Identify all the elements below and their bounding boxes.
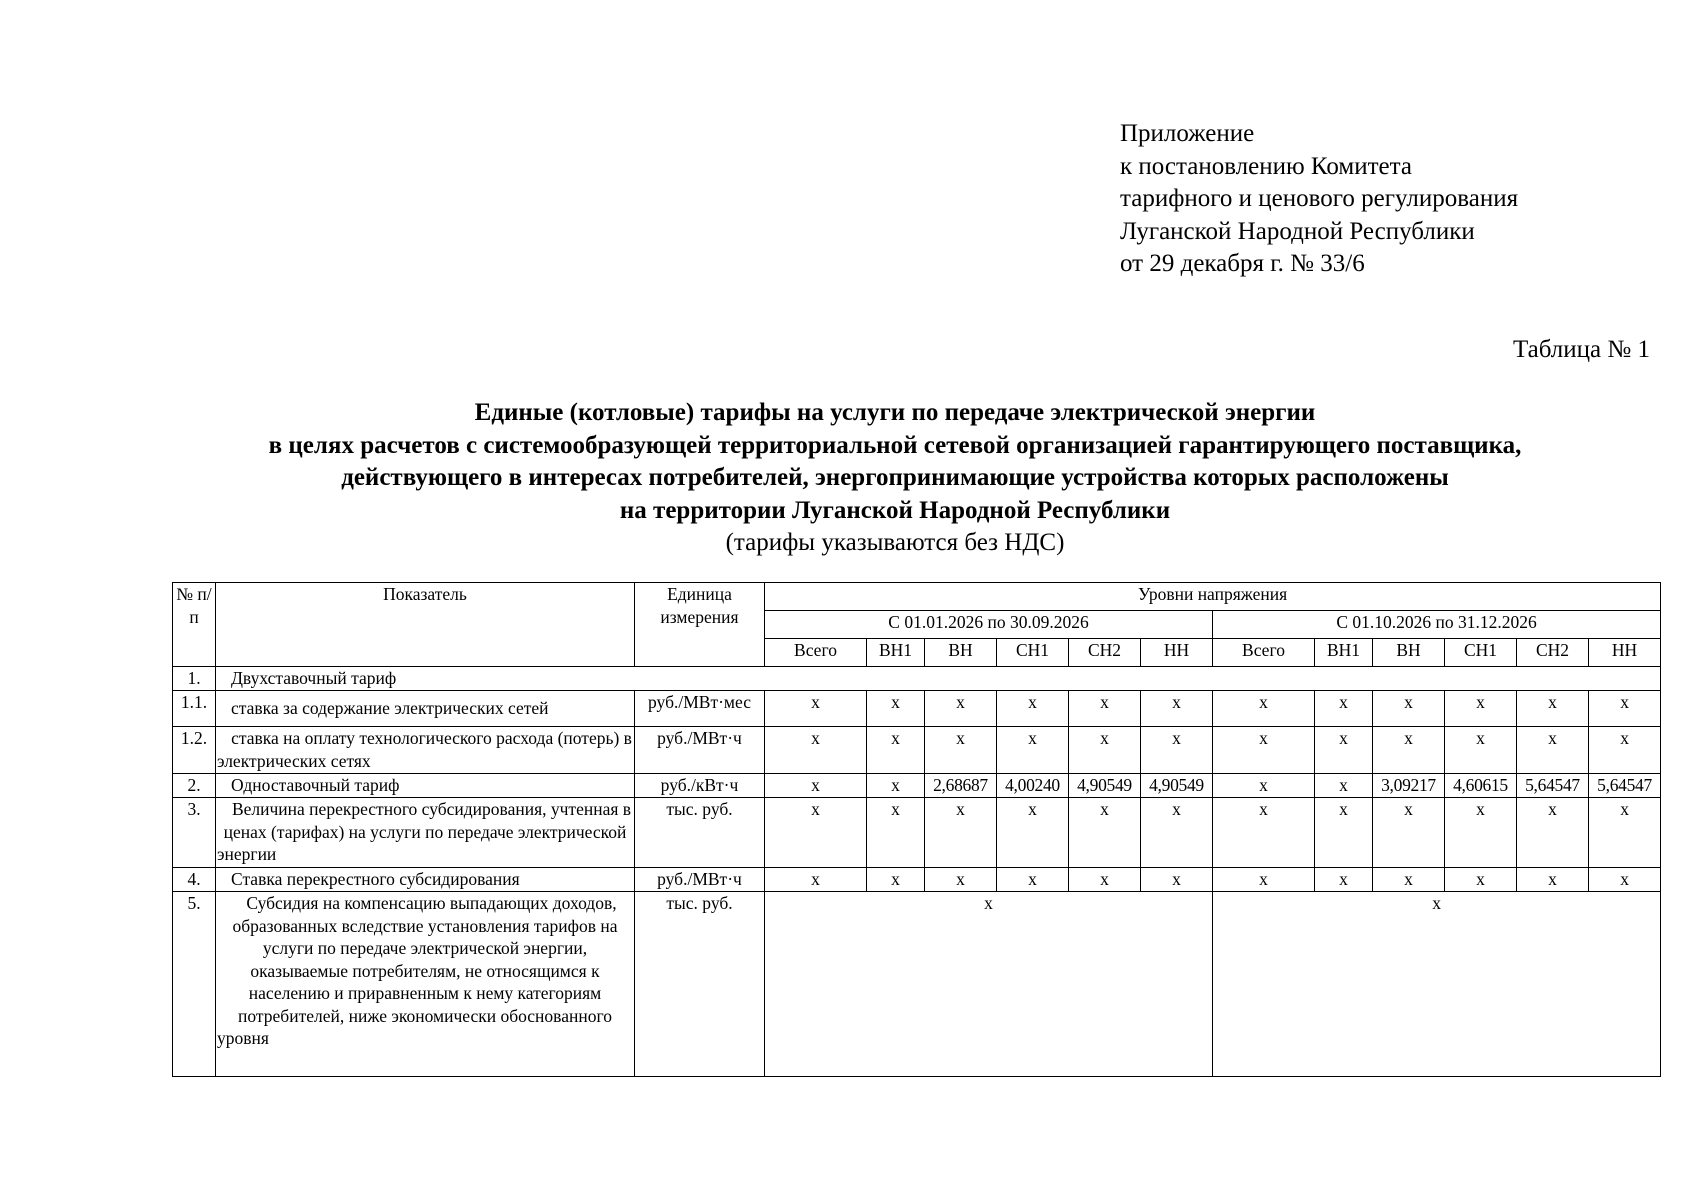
tariffs-table	[172, 582, 1661, 1077]
value-cell: 4,60615	[1445, 774, 1517, 798]
header-voltage-levels: Уровни напряжения	[765, 583, 1661, 611]
value-cell: х	[997, 727, 1069, 774]
appendix-line: Луганской Народной Республики	[1120, 217, 1475, 245]
value-cell: х	[867, 798, 925, 868]
value-cell: 4,90549	[1141, 774, 1213, 798]
header-level: Всего	[1213, 639, 1315, 667]
value-cell: х	[1213, 774, 1315, 798]
value-cell: 5,64547	[1517, 774, 1589, 798]
value-cell: х	[1517, 727, 1589, 774]
title-line: Единые (котловые) тарифы на услуги по передаче электрической энергии	[474, 399, 1316, 426]
value-cell: х	[1069, 798, 1141, 868]
table-row	[173, 691, 1661, 727]
value-cell: х	[1373, 868, 1445, 892]
value-cell: х	[997, 691, 1069, 727]
table-row	[173, 868, 1661, 892]
value-cell: х	[1589, 691, 1661, 727]
appendix-line: Приложение	[1120, 120, 1255, 147]
row-unit: руб./кВт·ч	[635, 774, 765, 798]
header-indicator: Показатель	[216, 583, 635, 667]
value-cell: 4,00240	[997, 774, 1069, 798]
value-cell: х	[1589, 868, 1661, 892]
table-row	[173, 667, 1661, 691]
value-cell: х	[765, 892, 1213, 1077]
value-cell: х	[765, 798, 867, 868]
table-row	[173, 892, 1661, 1077]
value-cell: х	[1589, 727, 1661, 774]
value-cell: х	[867, 727, 925, 774]
header-period-1: С 01.01.2026 по 30.09.2026	[765, 611, 1213, 639]
value-cell: х	[1445, 691, 1517, 727]
value-cell: х	[867, 691, 925, 727]
value-cell: х	[765, 868, 867, 892]
value-cell: х	[1141, 727, 1213, 774]
header-level: Всего	[765, 639, 867, 667]
header-level: ВН1	[1315, 639, 1373, 667]
value-cell: х	[1069, 868, 1141, 892]
value-cell: х	[1315, 691, 1373, 727]
header-level: СН2	[1069, 639, 1141, 667]
value-cell: х	[867, 868, 925, 892]
value-cell: х	[1141, 691, 1213, 727]
header-level: ВН	[1373, 639, 1445, 667]
header-level: ВН1	[867, 639, 925, 667]
value-cell: х	[925, 798, 997, 868]
table-row	[173, 727, 1661, 774]
value-cell: 4,90549	[1069, 774, 1141, 798]
value-cell: х	[1589, 798, 1661, 868]
value-cell: х	[1517, 798, 1589, 868]
table-number: Таблица № 1	[1512, 336, 1650, 363]
table-row	[173, 798, 1661, 868]
value-cell: х	[925, 868, 997, 892]
appendix-line: к постановлению Комитета	[1120, 152, 1412, 180]
row-number: 2.	[173, 774, 216, 798]
value-cell: х	[765, 774, 867, 798]
row-unit: руб./МВт·ч	[635, 727, 765, 774]
value-cell: х	[1069, 691, 1141, 727]
value-cell: х	[997, 868, 1069, 892]
header-level: НН	[1141, 639, 1213, 667]
title-line: действующего в интересах потребителей, энергопринимающие устройства которых расположены	[341, 464, 1449, 491]
value-cell: х	[1213, 868, 1315, 892]
value-cell: х	[1213, 691, 1315, 727]
row-number: 4.	[173, 868, 216, 892]
header-row	[173, 583, 1661, 611]
row-indicator: Двухставочный тариф	[216, 667, 1661, 691]
value-cell: х	[1315, 868, 1373, 892]
value-cell: х	[765, 727, 867, 774]
row-indicator: ставка на оплату технологического расхода (потерь) в электрических сетях	[216, 727, 635, 774]
header-unit: Единица измерения	[635, 583, 765, 667]
value-cell: х	[1315, 774, 1373, 798]
header-level: СН1	[997, 639, 1069, 667]
value-cell: 5,64547	[1589, 774, 1661, 798]
value-cell: х	[1373, 798, 1445, 868]
value-cell: х	[1213, 727, 1315, 774]
value-cell: х	[1445, 727, 1517, 774]
value-cell: х	[1069, 727, 1141, 774]
row-number: 1.1.	[173, 691, 216, 727]
row-number: 1.2.	[173, 727, 216, 774]
title-line: на территории Луганской Народной Республики	[619, 496, 1171, 524]
row-indicator: Ставка перекрестного субсидирования	[216, 868, 635, 892]
value-cell: х	[1445, 868, 1517, 892]
header-period-2: С 01.10.2026 по 31.12.2026	[1213, 611, 1661, 639]
value-cell: х	[1315, 727, 1373, 774]
row-number: 3.	[173, 798, 216, 868]
value-cell: х	[925, 691, 997, 727]
row-unit: руб./МВт·ч	[635, 868, 765, 892]
value-cell: 2,68687	[925, 774, 997, 798]
value-cell: х	[765, 691, 867, 727]
row-indicator: Субсидия на компенсацию выпадающих доходов, образованных вследствие установления тарифов на услуги по передаче электрической энергии, оказываемые потребителям, не относящимся к населению и приравненным к нему категориям потребителей, ниже экономически обоснованного уровня	[216, 892, 635, 1077]
value-cell: х	[1373, 691, 1445, 727]
value-cell: х	[867, 774, 925, 798]
value-cell: х	[1315, 798, 1373, 868]
title-line: в целях расчетов с системообразующей территориальной сетевой организацией гарантирующего поставщика,	[268, 431, 1522, 459]
row-number: 5.	[173, 892, 216, 1077]
header-no: № п/п	[173, 583, 216, 667]
value-cell: х	[1445, 798, 1517, 868]
row-unit: руб./МВт·мес	[635, 691, 765, 727]
header-level: СН2	[1517, 639, 1589, 667]
value-cell: х	[1517, 691, 1589, 727]
value-cell: х	[997, 798, 1069, 868]
value-cell: х	[1141, 868, 1213, 892]
row-indicator: Одноставочный тариф	[216, 774, 635, 798]
row-indicator: Величина перекрестного субсидирования, учтенная в ценах (тарифах) на услуги по передаче электрической энергии	[216, 798, 635, 868]
value-cell: х	[925, 727, 997, 774]
appendix-line: тарифного и ценового регулирования	[1120, 185, 1519, 212]
header-level: ВН	[925, 639, 997, 667]
value-cell: х	[1213, 798, 1315, 868]
value-cell: х	[1141, 798, 1213, 868]
header-level: НН	[1589, 639, 1661, 667]
document-title	[0, 397, 1697, 560]
value-cell: х	[1373, 727, 1445, 774]
table-row	[173, 774, 1661, 798]
appendix-block	[1120, 118, 1518, 281]
row-unit: тыс. руб.	[635, 798, 765, 868]
title-note: (тарифы указываются без НДС)	[725, 529, 1065, 556]
row-number: 1.	[173, 667, 216, 691]
row-unit: тыс. руб.	[635, 892, 765, 1077]
appendix-line: от 29 декабря г. № 33/6	[1120, 250, 1365, 277]
header-level: СН1	[1445, 639, 1517, 667]
row-indicator: ставка за содержание электрических сетей	[216, 691, 635, 727]
value-cell: х	[1517, 868, 1589, 892]
value-cell: 3,09217	[1373, 774, 1445, 798]
value-cell: х	[1213, 892, 1661, 1077]
